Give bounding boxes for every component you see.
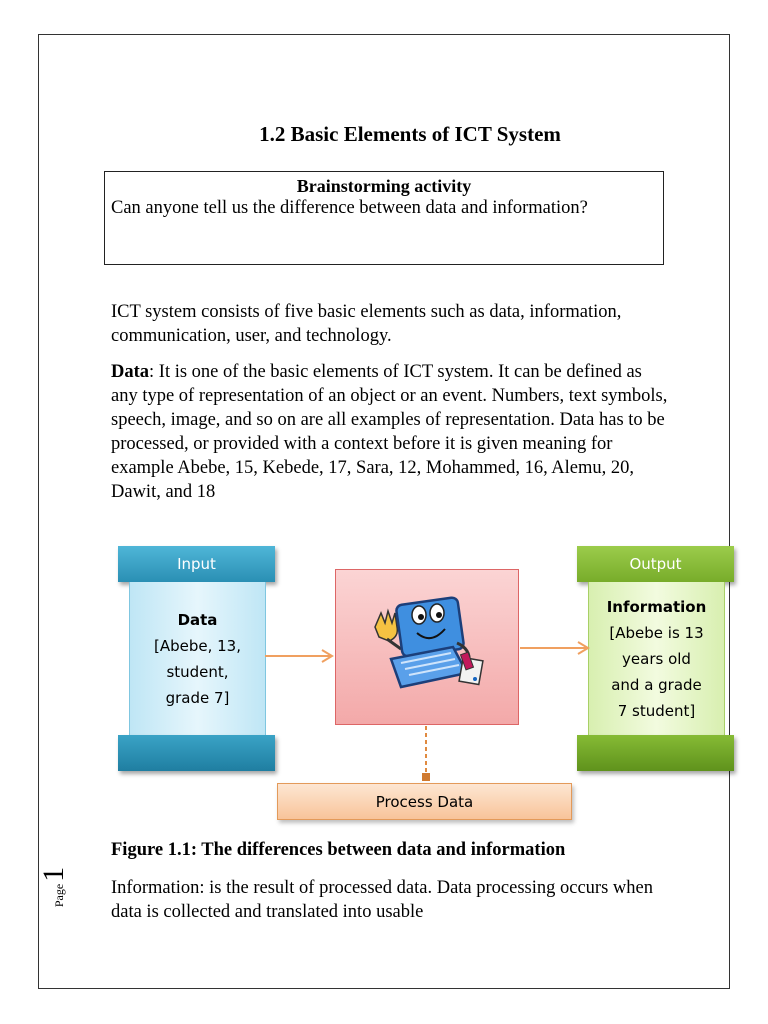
page-number: 1 xyxy=(37,866,70,882)
output-title: Information xyxy=(606,598,707,616)
figure-caption: Figure 1.1: The differences between data and information xyxy=(111,840,566,860)
input-line: student, xyxy=(166,663,229,681)
process-data-label: Process Data xyxy=(277,783,572,820)
brainstorming-question: Can anyone tell us the difference between data and information? xyxy=(111,198,588,218)
intro-paragraph: ICT system consists of five basic elements such as data, information, communication, user, and technology. xyxy=(111,302,622,346)
page-number-label xyxy=(37,866,87,908)
page-word: Page xyxy=(52,883,66,908)
input-line: grade 7] xyxy=(165,689,230,707)
process-connector-node xyxy=(422,773,430,781)
input-header: Input xyxy=(118,546,275,582)
input-title: Data xyxy=(177,611,218,629)
output-line: and a grade xyxy=(611,676,702,694)
data-definition: : It is one of the basic elements of ICT system. It can be defined as any type of representation of an object or an event. Numbers, text symbols, speech, image, and so on are all examples of representation. Data has to be processed, or provided with a context before it is given meaning for example Abebe, 15, Kebede, 17, Sara, 12, Mohammed, 16, Alemu, 20, Dawit, and 18 xyxy=(111,362,668,502)
section-heading: 1.2 Basic Elements of ICT System xyxy=(259,122,561,146)
information-paragraph: Information: is the result of processed data. Data processing occurs when data is collected and translated into usable xyxy=(111,878,653,922)
input-line: [Abebe, 13, xyxy=(153,637,241,655)
brainstorming-title: Brainstorming activity xyxy=(296,176,472,196)
output-line: 7 student] xyxy=(617,702,696,720)
output-line: [Abebe is 13 xyxy=(609,624,704,642)
data-term: Data xyxy=(111,362,150,382)
output-header: Output xyxy=(577,546,734,582)
output-line: years old xyxy=(622,650,691,668)
